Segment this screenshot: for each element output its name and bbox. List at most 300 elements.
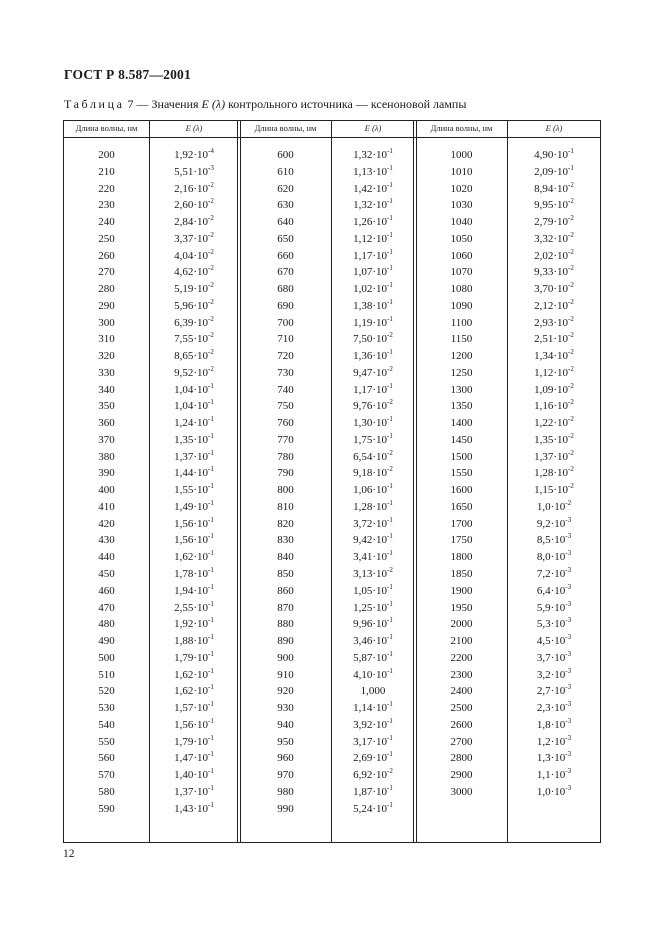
e-lambda-cell bbox=[508, 583, 600, 599]
e-lambda-exponent: -3 bbox=[565, 566, 572, 574]
wavelength-cell: 370 bbox=[98, 433, 115, 446]
e-lambda-cell bbox=[332, 734, 414, 750]
e-lambda-mantissa: 7,50·10 bbox=[353, 333, 388, 346]
wavelength-cell: 560 bbox=[98, 752, 115, 765]
e-lambda-mantissa: 2,84·10 bbox=[174, 216, 209, 229]
table-row bbox=[64, 683, 600, 700]
e-lambda-cell bbox=[332, 365, 414, 381]
e-lambda-cell bbox=[508, 499, 600, 515]
e-lambda-exponent: -2 bbox=[568, 230, 574, 239]
e-lambda-mantissa: 5,24·10 bbox=[353, 802, 388, 815]
e-lambda-cell bbox=[332, 315, 414, 331]
wavelength-cell: 490 bbox=[98, 635, 115, 648]
document-header: ГОСТ Р 8.587—2001 bbox=[64, 67, 191, 82]
e-lambda-cell bbox=[332, 616, 414, 632]
wavelength-cell: 500 bbox=[98, 651, 115, 664]
e-lambda-mantissa: 3,72·10 bbox=[353, 517, 388, 530]
e-lambda-cell bbox=[508, 532, 600, 548]
e-lambda-exponent: -2 bbox=[568, 180, 574, 189]
e-lambda-mantissa: 5,3·10 bbox=[536, 618, 566, 631]
e-lambda-mantissa: 1,40·10 bbox=[174, 769, 209, 782]
wavelength-cell: 320 bbox=[98, 350, 115, 363]
e-lambda-exponent: -1 bbox=[208, 700, 214, 709]
header-wavelength-2: Длина волны, нм bbox=[254, 123, 317, 133]
e-lambda-exponent: -1 bbox=[387, 314, 393, 323]
wavelength-cell: 590 bbox=[98, 802, 115, 815]
e-lambda-cell bbox=[508, 683, 600, 699]
e-lambda-cell bbox=[508, 365, 600, 381]
e-lambda-exponent: -1 bbox=[208, 666, 214, 675]
e-lambda-mantissa: 9,47·10 bbox=[353, 366, 388, 379]
e-lambda-cell bbox=[150, 784, 238, 800]
e-lambda-cell bbox=[150, 633, 238, 649]
wavelength-cell: 1040 bbox=[450, 216, 473, 229]
e-lambda-exponent: -2 bbox=[208, 247, 214, 256]
e-lambda-cell bbox=[150, 482, 238, 498]
e-lambda-mantissa: 1,75·10 bbox=[353, 433, 388, 446]
e-lambda-cell bbox=[150, 700, 238, 716]
page-number: 12 bbox=[63, 848, 75, 860]
e-lambda-cell bbox=[508, 784, 600, 800]
e-lambda-cell bbox=[150, 365, 238, 381]
table-row bbox=[64, 365, 600, 382]
e-lambda-exponent: -2 bbox=[568, 398, 574, 407]
e-lambda-cell bbox=[508, 415, 600, 431]
e-lambda-cell bbox=[508, 734, 600, 750]
table-row bbox=[64, 750, 600, 767]
e-lambda-cell bbox=[332, 482, 414, 498]
e-lambda-cell bbox=[150, 499, 238, 515]
wavelength-cell: 730 bbox=[277, 366, 294, 379]
caption-dash: — Значения bbox=[133, 97, 202, 111]
e-lambda-exponent: -1 bbox=[387, 348, 393, 357]
e-lambda-exponent: -1 bbox=[208, 582, 214, 591]
e-lambda-mantissa: 9,96·10 bbox=[353, 618, 388, 631]
e-lambda-exponent: -2 bbox=[208, 364, 214, 373]
e-lambda-exponent: -1 bbox=[208, 465, 214, 474]
wavelength-cell: 550 bbox=[98, 735, 115, 748]
e-lambda-exponent: -1 bbox=[387, 381, 393, 390]
wavelength-cell: 1020 bbox=[450, 182, 473, 195]
header-e-lambda-3: E (λ) bbox=[545, 123, 563, 133]
wavelength-cell: 2600 bbox=[450, 718, 473, 731]
table-row bbox=[64, 465, 600, 482]
e-lambda-exponent: -3 bbox=[565, 515, 572, 524]
e-lambda-exponent: -3 bbox=[565, 783, 572, 792]
e-lambda-exponent: -2 bbox=[208, 331, 214, 340]
table-row bbox=[64, 197, 600, 214]
e-lambda-cell bbox=[150, 382, 238, 398]
e-lambda-exponent: -1 bbox=[208, 498, 214, 507]
e-lambda-cell bbox=[332, 231, 414, 247]
e-lambda-cell bbox=[150, 717, 238, 733]
e-lambda-mantissa: 1,19·10 bbox=[353, 316, 388, 329]
column-divider bbox=[507, 121, 508, 138]
wavelength-cell: 310 bbox=[98, 333, 115, 346]
e-lambda-mantissa: 2,60·10 bbox=[174, 199, 209, 212]
e-lambda-cell bbox=[332, 264, 414, 280]
e-lambda-mantissa: 1,17·10 bbox=[353, 383, 388, 396]
wavelength-cell: 340 bbox=[98, 383, 115, 396]
e-lambda-cell bbox=[332, 147, 414, 163]
e-lambda-exponent: -1 bbox=[387, 264, 393, 273]
e-lambda-cell bbox=[508, 650, 600, 666]
e-lambda-cell bbox=[508, 248, 600, 264]
e-lambda-exponent: -2 bbox=[208, 348, 214, 357]
table-row bbox=[64, 700, 600, 717]
e-lambda-cell bbox=[150, 281, 238, 297]
wavelength-cell: 220 bbox=[98, 182, 115, 195]
wavelength-cell: 990 bbox=[277, 802, 294, 815]
header-e-lambda-1: E (λ) bbox=[185, 123, 203, 133]
e-lambda-mantissa: 1,49·10 bbox=[174, 500, 209, 513]
wavelength-cell: 1090 bbox=[450, 299, 473, 312]
wavelength-cell: 1850 bbox=[450, 568, 473, 580]
e-lambda-mantissa: 5,19·10 bbox=[174, 283, 209, 296]
wavelength-cell: 970 bbox=[277, 769, 294, 782]
e-lambda-mantissa: 1,56·10 bbox=[174, 517, 209, 530]
e-lambda-cell bbox=[508, 181, 600, 197]
wavelength-cell: 790 bbox=[277, 467, 294, 480]
wavelength-cell: 870 bbox=[277, 601, 294, 614]
wavelength-cell: 260 bbox=[98, 249, 115, 262]
e-lambda-cell bbox=[508, 281, 600, 297]
wavelength-cell: 710 bbox=[277, 333, 294, 346]
e-lambda-mantissa: 2,79·10 bbox=[534, 216, 569, 229]
e-lambda-cell bbox=[332, 398, 414, 414]
e-lambda-exponent: -2 bbox=[208, 180, 214, 189]
e-lambda-mantissa: 5,9·10 bbox=[536, 601, 566, 614]
e-lambda-cell bbox=[508, 616, 600, 632]
e-lambda-mantissa: 2,55·10 bbox=[174, 601, 209, 614]
e-lambda-exponent: -1 bbox=[208, 767, 214, 776]
e-lambda-exponent: -2 bbox=[387, 448, 393, 457]
e-lambda-cell bbox=[332, 700, 414, 716]
wavelength-cell: 890 bbox=[277, 635, 294, 648]
table-row bbox=[64, 616, 600, 633]
e-lambda-cell bbox=[332, 164, 414, 180]
e-lambda-mantissa: 1,13·10 bbox=[353, 165, 388, 178]
e-lambda-mantissa: 1,92·10 bbox=[174, 618, 209, 631]
e-lambda-mantissa: 1,62·10 bbox=[174, 668, 209, 681]
e-lambda-mantissa: 3,2·10 bbox=[536, 668, 566, 681]
e-lambda-mantissa: 1,8·10 bbox=[536, 718, 566, 731]
e-lambda-exponent: -1 bbox=[568, 147, 574, 155]
e-lambda-cell bbox=[332, 566, 414, 582]
e-lambda-cell bbox=[150, 248, 238, 264]
e-lambda-mantissa: 1,3·10 bbox=[536, 752, 566, 765]
wavelength-cell: 270 bbox=[98, 266, 115, 279]
caption-prefix: Таблица bbox=[64, 97, 125, 111]
e-lambda-mantissa: 1,92·10 bbox=[174, 149, 209, 161]
e-lambda-mantissa: 1,79·10 bbox=[174, 651, 209, 664]
wavelength-cell: 620 bbox=[277, 182, 294, 195]
wavelength-cell: 600 bbox=[277, 149, 294, 161]
e-lambda-mantissa: 3,70·10 bbox=[534, 283, 569, 296]
e-lambda-mantissa: 1,0·10 bbox=[536, 785, 566, 798]
table-row bbox=[64, 633, 600, 650]
column-divider bbox=[149, 121, 150, 138]
wavelength-cell: 350 bbox=[98, 400, 115, 413]
e-lambda-mantissa: 3,37·10 bbox=[174, 232, 209, 245]
e-lambda-cell bbox=[508, 700, 600, 716]
e-lambda-mantissa: 1,32·10 bbox=[353, 149, 388, 161]
table-row bbox=[64, 516, 600, 533]
wavelength-cell: 2100 bbox=[450, 635, 473, 648]
e-lambda-mantissa: 1,09·10 bbox=[534, 383, 569, 396]
e-lambda-exponent: -1 bbox=[208, 515, 214, 524]
e-lambda-mantissa: 2,02·10 bbox=[534, 249, 569, 262]
e-lambda-cell bbox=[508, 398, 600, 414]
e-lambda-cell bbox=[332, 516, 414, 532]
e-lambda-mantissa: 1,28·10 bbox=[534, 467, 569, 480]
e-lambda-exponent: -2 bbox=[387, 398, 393, 407]
e-lambda-mantissa: 1,22·10 bbox=[534, 417, 569, 430]
wavelength-cell: 1650 bbox=[450, 500, 473, 513]
e-lambda-cell bbox=[508, 667, 600, 683]
wavelength-cell: 610 bbox=[277, 165, 294, 178]
e-lambda-exponent: -2 bbox=[208, 297, 214, 306]
e-lambda-cell bbox=[508, 449, 600, 465]
wavelength-cell: 750 bbox=[277, 400, 294, 413]
wavelength-cell: 1050 bbox=[450, 232, 473, 245]
e-lambda-mantissa: 3,7·10 bbox=[536, 651, 566, 664]
wavelength-cell: 330 bbox=[98, 366, 115, 379]
wavelength-cell: 960 bbox=[277, 752, 294, 765]
e-lambda-mantissa: 1,62·10 bbox=[174, 551, 209, 564]
wavelength-cell: 770 bbox=[277, 433, 294, 446]
wavelength-cell: 200 bbox=[98, 149, 115, 161]
e-lambda-exponent: -3 bbox=[565, 616, 572, 625]
e-lambda-exponent: -1 bbox=[387, 180, 393, 189]
e-lambda-mantissa: 9,76·10 bbox=[353, 400, 388, 413]
wavelength-cell: 2900 bbox=[450, 769, 473, 782]
wavelength-cell: 810 bbox=[277, 500, 294, 513]
e-lambda-cell bbox=[150, 616, 238, 632]
e-lambda-exponent: -2 bbox=[208, 214, 214, 223]
e-lambda-mantissa: 2,51·10 bbox=[534, 333, 569, 346]
wavelength-cell: 1100 bbox=[450, 316, 473, 329]
e-lambda-exponent: -2 bbox=[208, 281, 214, 290]
e-lambda-exponent: -1 bbox=[387, 532, 393, 541]
e-lambda-cell bbox=[332, 348, 414, 364]
wavelength-cell: 740 bbox=[277, 383, 294, 396]
e-lambda-cell bbox=[508, 600, 600, 616]
wavelength-cell: 860 bbox=[277, 584, 294, 597]
e-lambda-exponent: -1 bbox=[208, 783, 214, 792]
e-lambda-mantissa: 4,90·10 bbox=[534, 149, 569, 161]
wavelength-cell: 940 bbox=[277, 718, 294, 731]
wavelength-cell: 1550 bbox=[450, 467, 473, 480]
e-lambda-mantissa: 1,2·10 bbox=[536, 735, 566, 748]
e-lambda-mantissa: 1,35·10 bbox=[174, 433, 209, 446]
e-lambda-mantissa: 8,94·10 bbox=[534, 182, 569, 195]
e-lambda-exponent: -2 bbox=[568, 364, 574, 373]
e-lambda-mantissa: 1,44·10 bbox=[174, 467, 209, 480]
e-lambda-cell bbox=[150, 315, 238, 331]
e-lambda-cell bbox=[150, 348, 238, 364]
e-lambda-exponent: -1 bbox=[208, 398, 214, 407]
e-lambda-cell bbox=[150, 398, 238, 414]
wavelength-cell: 1950 bbox=[450, 601, 473, 614]
e-lambda-mantissa: 5,87·10 bbox=[353, 651, 388, 664]
e-lambda-cell bbox=[332, 281, 414, 297]
e-lambda-cell bbox=[150, 415, 238, 431]
table-row bbox=[64, 181, 600, 198]
e-lambda-cell bbox=[150, 566, 238, 582]
wavelength-cell: 840 bbox=[277, 551, 294, 564]
e-lambda-cell bbox=[332, 683, 414, 699]
e-lambda-mantissa: 1,94·10 bbox=[174, 584, 209, 597]
e-lambda-cell bbox=[150, 750, 238, 766]
e-lambda-cell bbox=[332, 331, 414, 347]
e-lambda-mantissa: 2,93·10 bbox=[534, 316, 569, 329]
e-lambda-exponent: -1 bbox=[208, 482, 214, 491]
e-lambda-mantissa: 1,28·10 bbox=[353, 500, 388, 513]
e-lambda-mantissa: 1,42·10 bbox=[353, 182, 388, 195]
e-lambda-cell bbox=[508, 717, 600, 733]
e-lambda-exponent: -2 bbox=[568, 281, 574, 290]
wavelength-cell: 470 bbox=[98, 601, 115, 614]
wavelength-cell: 450 bbox=[98, 568, 115, 580]
e-lambda-mantissa: 1,1·10 bbox=[536, 769, 566, 782]
e-lambda-exponent: -3 bbox=[208, 163, 214, 172]
wavelength-cell: 1350 bbox=[450, 400, 473, 413]
wavelength-cell: 930 bbox=[277, 702, 294, 715]
e-lambda-mantissa: 7,2·10 bbox=[536, 568, 566, 580]
e-lambda-mantissa: 2,12·10 bbox=[534, 299, 569, 312]
wavelength-cell: 1030 bbox=[450, 199, 473, 212]
e-lambda-mantissa: 1,12·10 bbox=[353, 232, 388, 245]
wavelength-cell: 900 bbox=[277, 651, 294, 664]
e-lambda-exponent: -3 bbox=[565, 582, 572, 591]
e-lambda-exponent: -1 bbox=[387, 716, 393, 725]
e-lambda-exponent: -1 bbox=[208, 633, 214, 642]
e-lambda-cell bbox=[150, 181, 238, 197]
table-row bbox=[64, 482, 600, 499]
table-row bbox=[64, 248, 600, 265]
wavelength-cell: 480 bbox=[98, 618, 115, 631]
wavelength-cell: 1060 bbox=[450, 249, 473, 262]
e-lambda-exponent: -2 bbox=[568, 214, 574, 223]
wavelength-cell: 800 bbox=[277, 484, 294, 497]
e-lambda-mantissa: 6,39·10 bbox=[174, 316, 209, 329]
wavelength-cell: 1450 bbox=[450, 433, 473, 446]
wavelength-cell: 430 bbox=[98, 534, 115, 547]
e-lambda-cell bbox=[332, 298, 414, 314]
e-lambda-cell bbox=[332, 181, 414, 197]
wavelength-cell: 1010 bbox=[450, 165, 473, 178]
e-lambda-mantissa: 1,57·10 bbox=[174, 702, 209, 715]
e-lambda-mantissa: 2,3·10 bbox=[536, 702, 566, 715]
e-lambda-exponent: -1 bbox=[387, 415, 393, 424]
e-lambda-exponent: -2 bbox=[387, 767, 393, 776]
e-lambda-cell bbox=[332, 382, 414, 398]
table-row bbox=[64, 147, 600, 164]
table-row bbox=[64, 331, 600, 348]
e-lambda-exponent: -1 bbox=[387, 582, 393, 591]
e-lambda-cell bbox=[150, 449, 238, 465]
wavelength-cell: 300 bbox=[98, 316, 115, 329]
e-lambda-cell bbox=[150, 734, 238, 750]
e-lambda-exponent: -1 bbox=[208, 683, 214, 692]
e-lambda-cell bbox=[150, 667, 238, 683]
wavelength-cell: 880 bbox=[277, 618, 294, 631]
e-lambda-mantissa: 7,55·10 bbox=[174, 333, 209, 346]
e-lambda-cell bbox=[150, 600, 238, 616]
e-lambda-mantissa: 1,38·10 bbox=[353, 299, 388, 312]
e-lambda-exponent: -2 bbox=[568, 264, 574, 273]
e-lambda-exponent: -3 bbox=[565, 767, 572, 776]
e-lambda-mantissa: 8,5·10 bbox=[536, 534, 566, 547]
wavelength-cell: 390 bbox=[98, 467, 115, 480]
e-lambda-cell bbox=[508, 315, 600, 331]
e-lambda-mantissa: 5,51·10 bbox=[174, 165, 209, 178]
e-lambda-exponent: -1 bbox=[208, 381, 214, 390]
wavelength-cell: 720 bbox=[277, 350, 294, 363]
wavelength-cell: 830 bbox=[277, 534, 294, 547]
table-row bbox=[64, 767, 600, 784]
table-row bbox=[64, 398, 600, 415]
e-lambda-cell bbox=[508, 147, 600, 163]
e-lambda-cell bbox=[332, 499, 414, 515]
e-lambda-mantissa: 1,36·10 bbox=[353, 350, 388, 363]
wavelength-cell: 780 bbox=[277, 450, 294, 463]
e-lambda-exponent: -2 bbox=[565, 498, 572, 507]
table-row bbox=[64, 164, 600, 181]
e-lambda-cell bbox=[508, 767, 600, 783]
e-lambda-cell bbox=[150, 231, 238, 247]
caption-rest: контрольного источника — ксеноновой лампы bbox=[225, 97, 467, 111]
e-lambda-exponent: -3 bbox=[565, 700, 572, 709]
e-lambda-cell bbox=[332, 248, 414, 264]
e-lambda-mantissa: 1,56·10 bbox=[174, 534, 209, 547]
e-lambda-mantissa: 1,34·10 bbox=[534, 350, 569, 363]
table-row bbox=[64, 449, 600, 466]
e-lambda-exponent: -1 bbox=[387, 197, 393, 206]
e-lambda-cell bbox=[150, 147, 238, 163]
wavelength-cell: 540 bbox=[98, 718, 115, 731]
table-row bbox=[64, 583, 600, 600]
wavelength-cell: 950 bbox=[277, 735, 294, 748]
e-lambda-exponent: -3 bbox=[565, 599, 572, 608]
e-lambda-exponent: -1 bbox=[208, 549, 214, 558]
e-lambda-exponent: -3 bbox=[565, 633, 572, 642]
table-row bbox=[64, 566, 600, 583]
e-lambda-exponent: -1 bbox=[387, 230, 393, 239]
e-lambda-exponent: -1 bbox=[387, 549, 393, 558]
table-row bbox=[64, 298, 600, 315]
e-lambda-mantissa: 1,37·10 bbox=[534, 450, 569, 463]
e-lambda-exponent: -3 bbox=[565, 666, 572, 675]
e-lambda-mantissa: 1,000 bbox=[360, 685, 386, 698]
e-lambda-mantissa: 1,47·10 bbox=[174, 752, 209, 765]
e-lambda-cell bbox=[150, 197, 238, 213]
e-lambda-exponent: -1 bbox=[208, 448, 214, 457]
e-lambda-cell bbox=[332, 717, 414, 733]
e-lambda-exponent: -1 bbox=[387, 700, 393, 709]
e-lambda-cell bbox=[150, 532, 238, 548]
wavelength-cell: 1500 bbox=[450, 450, 473, 463]
wavelength-cell: 1400 bbox=[450, 417, 473, 430]
e-lambda-cell bbox=[150, 214, 238, 230]
e-lambda-cell bbox=[150, 298, 238, 314]
e-lambda-cell bbox=[508, 231, 600, 247]
wavelength-cell: 760 bbox=[277, 417, 294, 430]
wavelength-cell: 1750 bbox=[450, 534, 473, 547]
wavelength-cell: 980 bbox=[277, 785, 294, 798]
e-lambda-cell bbox=[508, 566, 600, 582]
